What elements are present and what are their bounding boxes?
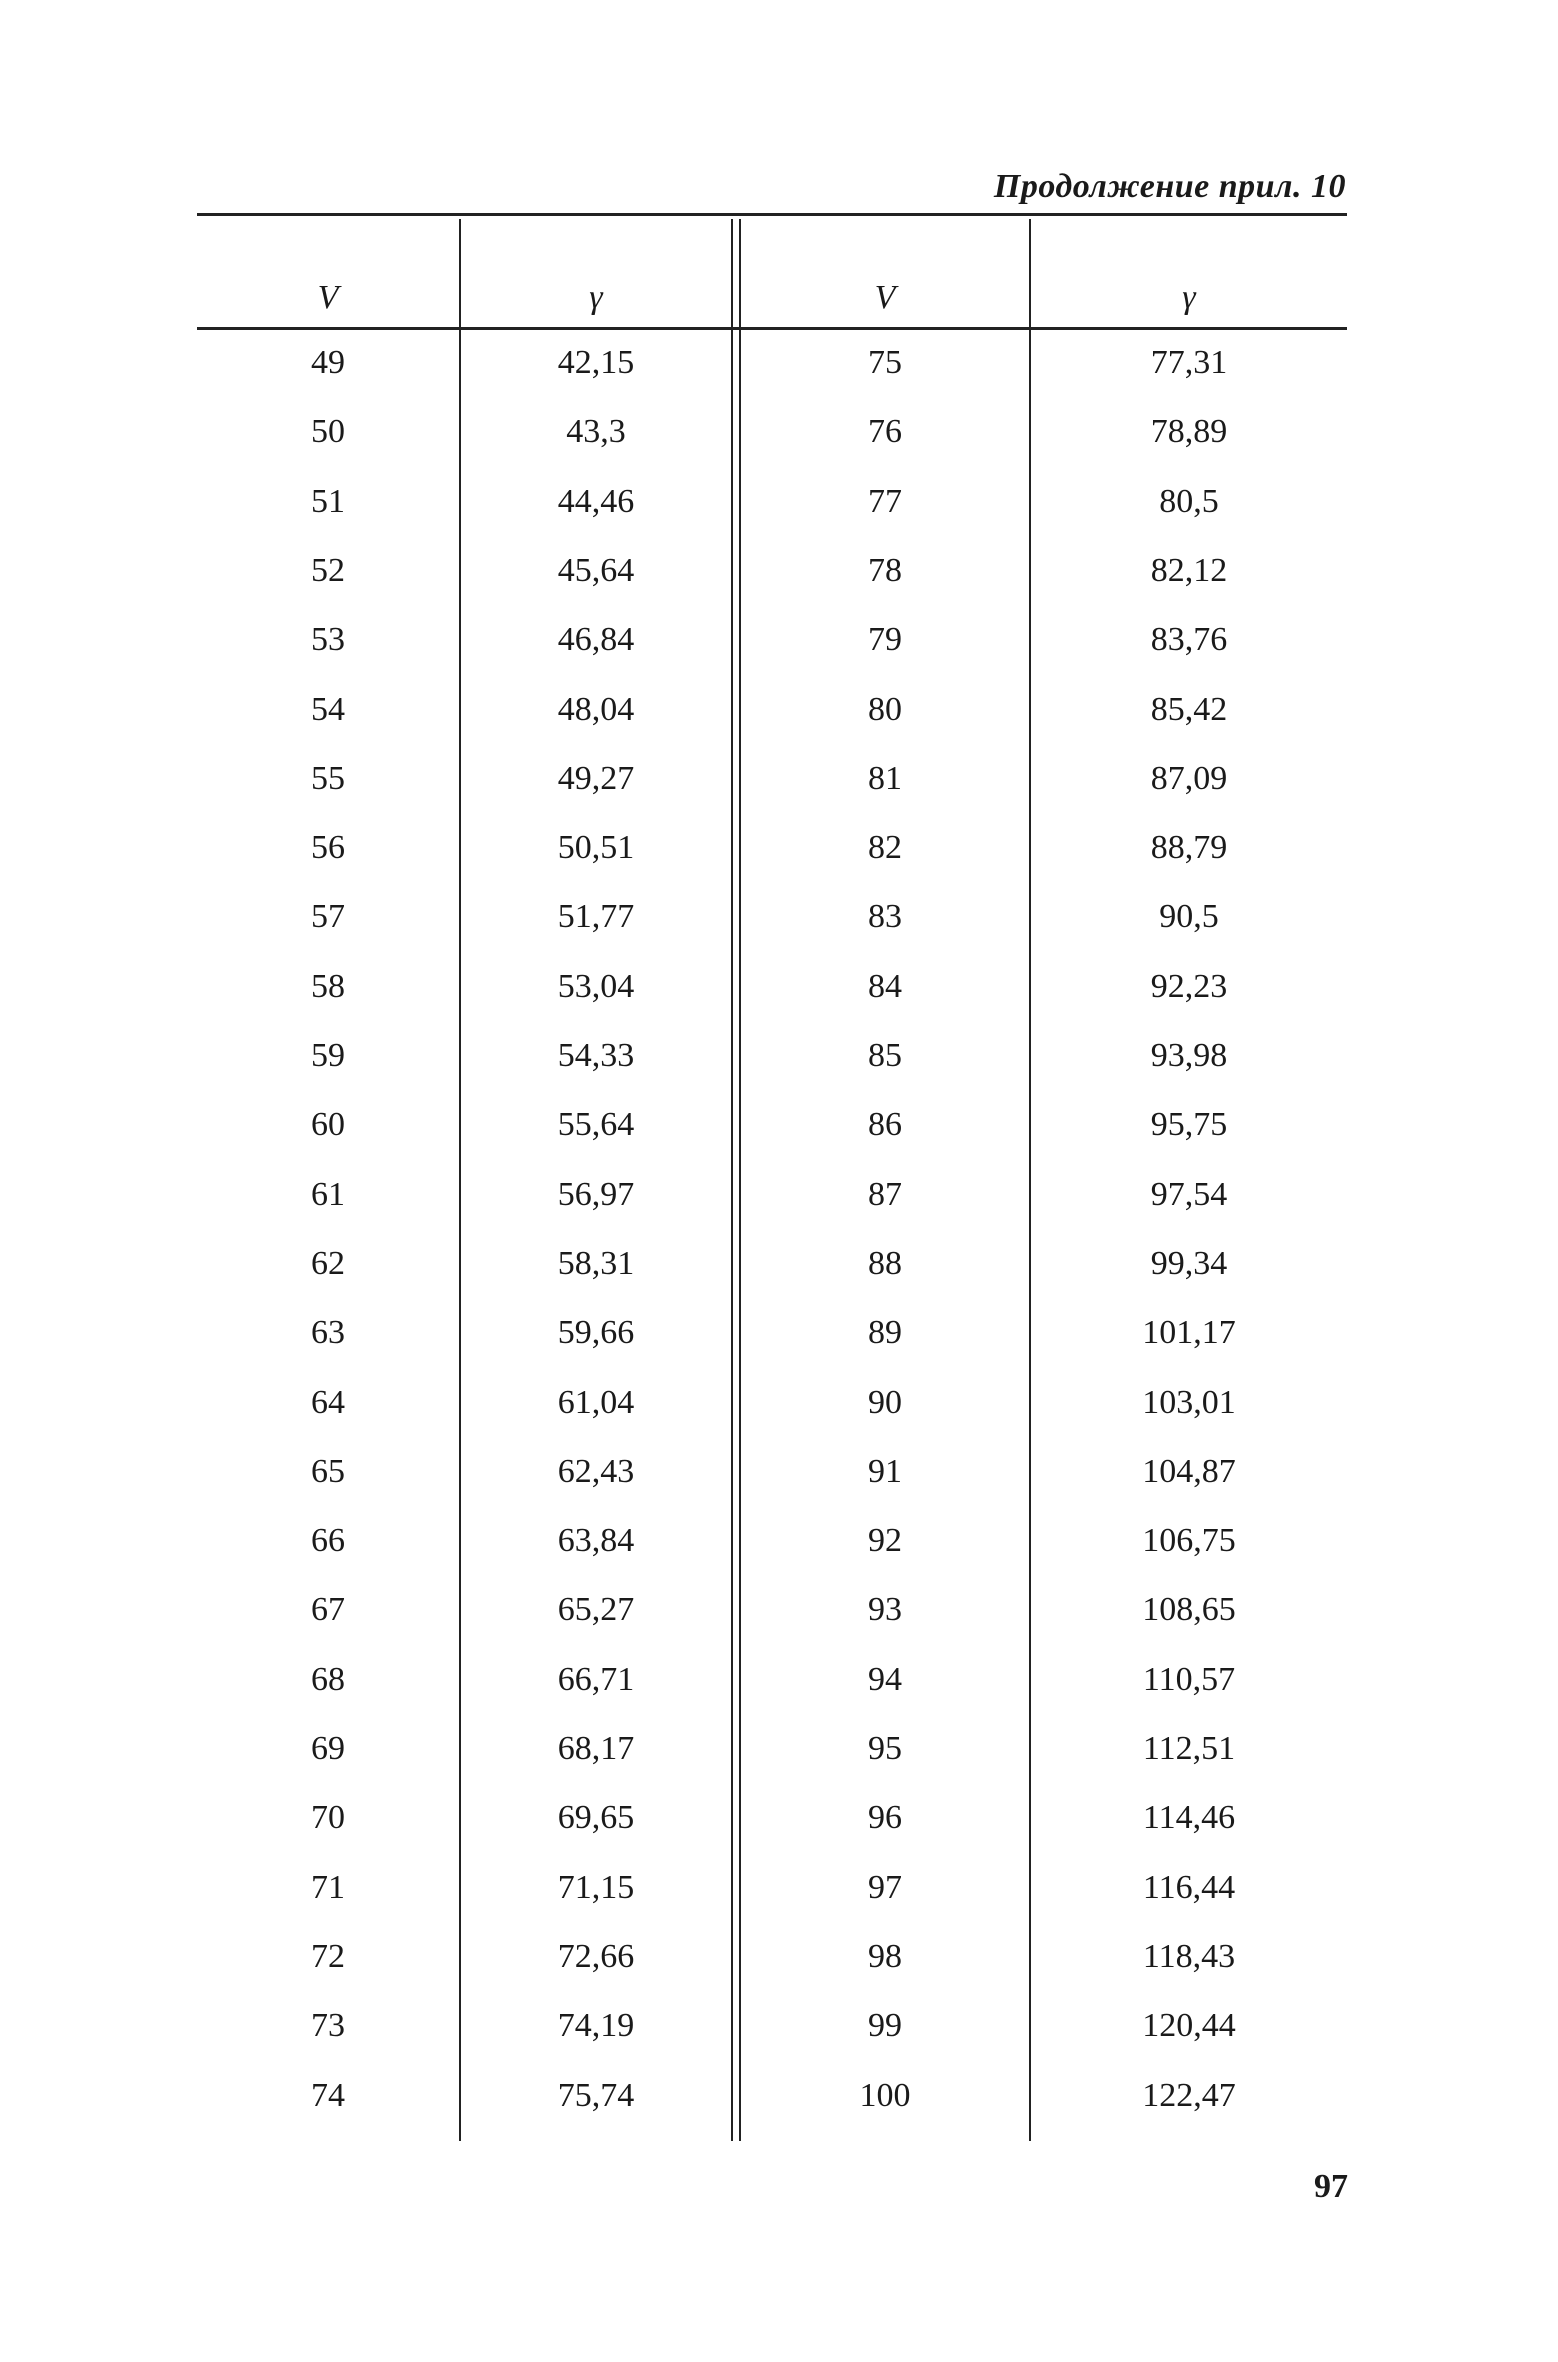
cell-gamma-left: 74,19: [557, 2007, 635, 2045]
cell-gamma-right: 103,01: [1142, 1383, 1236, 1421]
cell-gamma-right: 92,23: [1150, 967, 1228, 1005]
cell-gamma-right: 93,98: [1150, 1037, 1228, 1074]
cell-v-right: 100: [859, 2076, 911, 2114]
cell-gamma-left: 72,66: [557, 1937, 635, 1975]
cell-v-left: 55: [311, 759, 345, 797]
cell-v-left: 61: [311, 1175, 345, 1213]
cell-v-right: 89: [868, 1314, 902, 1352]
cell-gamma-left: 53,04: [557, 967, 635, 1005]
cell-v-left: 64: [311, 1383, 345, 1421]
cell-gamma-left: 46,84: [557, 621, 635, 659]
cell-v-left: 60: [311, 1106, 345, 1144]
cell-gamma-left: 68,17: [557, 1730, 635, 1767]
cell-v-right: 75: [868, 344, 902, 381]
cell-gamma-right: 80,5: [1159, 482, 1219, 520]
cell-gamma-right: 85,42: [1150, 690, 1228, 728]
cell-gamma-right: 116,44: [1142, 1868, 1236, 1906]
cell-gamma-left: 59,66: [557, 1314, 635, 1352]
cell-v-right: 79: [868, 621, 902, 659]
cell-v-right: 92: [868, 1522, 902, 1560]
page-number: 97: [1314, 2168, 1348, 2205]
cell-gamma-right: 78,89: [1150, 413, 1228, 451]
cell-v-left: 65: [311, 1452, 345, 1490]
cell-v-right: 76: [868, 413, 902, 451]
cell-v-left: 54: [311, 690, 345, 728]
cell-gamma-left: 66,71: [557, 1660, 635, 1698]
cell-v-left: 62: [311, 1244, 345, 1282]
data-table: [197, 213, 1347, 2141]
double-divider-left: [731, 219, 733, 2141]
cell-gamma-left: 42,15: [557, 344, 635, 381]
cell-v-right: 83: [868, 898, 902, 936]
cell-v-right: 98: [868, 1937, 902, 1975]
cell-v-right: 82: [868, 829, 902, 867]
cell-gamma-right: 90,5: [1159, 898, 1219, 936]
cell-gamma-left: 44,46: [557, 482, 635, 520]
table-caption: Продолжение прил. 10: [993, 168, 1346, 205]
cell-gamma-right: 83,76: [1150, 621, 1228, 659]
cell-v-left: 53: [311, 621, 345, 659]
cell-gamma-right: 114,46: [1142, 1799, 1236, 1837]
cell-v-right: 97: [868, 1868, 902, 1906]
cell-v-right: 77: [868, 482, 902, 520]
cell-gamma-right: 122,47: [1142, 2076, 1236, 2114]
cell-v-right: 93: [868, 1591, 902, 1629]
cell-gamma-left: 65,27: [557, 1591, 635, 1629]
cell-v-left: 50: [311, 413, 345, 451]
cell-v-right: 81: [868, 759, 902, 797]
cell-gamma-left: 50,51: [557, 829, 635, 867]
cell-gamma-left: 54,33: [557, 1037, 635, 1074]
cell-gamma-left: 61,04: [557, 1383, 635, 1421]
cell-v-right: 94: [868, 1660, 902, 1698]
cell-v-left: 72: [311, 1937, 345, 1975]
cell-v-right: 80: [868, 690, 902, 728]
cell-v-left: 57: [311, 898, 345, 936]
cell-gamma-right: 112,51: [1142, 1730, 1236, 1767]
cell-gamma-right: 106,75: [1142, 1522, 1236, 1560]
cell-v-left: 49: [311, 344, 345, 381]
cell-gamma-right: 110,57: [1142, 1660, 1236, 1698]
cell-gamma-left: 75,74: [557, 2076, 635, 2114]
cell-v-right: 87: [868, 1175, 902, 1213]
cell-v-left: 52: [311, 551, 345, 589]
cell-gamma-right: 88,79: [1150, 829, 1228, 867]
cell-gamma-right: 82,12: [1150, 551, 1228, 589]
cell-v-right: 99: [868, 2007, 902, 2045]
table-top-rule: [197, 213, 1347, 216]
cell-gamma-right: 118,43: [1142, 1937, 1236, 1975]
cell-gamma-left: 51,77: [557, 898, 635, 936]
cell-v-left: 58: [311, 967, 345, 1005]
cell-v-left: 56: [311, 829, 345, 867]
cell-gamma-right: 99,34: [1150, 1244, 1228, 1282]
cell-gamma-left: 62,43: [557, 1452, 635, 1490]
cell-v-left: 73: [311, 2007, 345, 2045]
cell-v-left: 66: [311, 1522, 345, 1560]
cell-gamma-right: 108,65: [1142, 1591, 1236, 1629]
cell-v-right: 86: [868, 1106, 902, 1144]
cell-v-left: 68: [311, 1660, 345, 1698]
cell-v-right: 85: [868, 1037, 902, 1074]
cell-gamma-left: 48,04: [557, 690, 635, 728]
cell-v-left: 70: [311, 1799, 345, 1837]
cell-v-right: 95: [868, 1730, 902, 1767]
cell-gamma-left: 69,65: [557, 1799, 635, 1837]
cell-gamma-right: 104,87: [1142, 1452, 1236, 1490]
cell-gamma-right: 87,09: [1150, 759, 1228, 797]
header-gamma-left: γ: [589, 279, 603, 316]
header-gamma-right: γ: [1182, 279, 1196, 316]
cell-v-right: 84: [868, 967, 902, 1005]
cell-v-right: 96: [868, 1799, 902, 1837]
cell-v-right: 90: [868, 1383, 902, 1421]
cell-gamma-right: 120,44: [1142, 2007, 1236, 2045]
cell-gamma-left: 45,64: [557, 551, 635, 589]
cell-v-left: 59: [311, 1037, 345, 1074]
cell-gamma-left: 49,27: [557, 759, 635, 797]
cell-v-left: 63: [311, 1314, 345, 1352]
cell-gamma-left: 56,97: [557, 1175, 635, 1213]
cell-gamma-left: 55,64: [557, 1106, 635, 1144]
cell-gamma-left: 63,84: [557, 1522, 635, 1560]
cell-gamma-right: 77,31: [1150, 344, 1228, 381]
cell-v-left: 67: [311, 1591, 345, 1629]
header-v-right: V: [874, 279, 896, 316]
cell-v-left: 74: [311, 2076, 345, 2114]
cell-gamma-left: 43,3: [566, 413, 626, 451]
cell-gamma-right: 95,75: [1150, 1106, 1228, 1144]
cell-v-right: 88: [868, 1244, 902, 1282]
cell-v-right: 91: [868, 1452, 902, 1490]
header-v-left: V: [317, 279, 339, 316]
cell-gamma-left: 58,31: [557, 1244, 635, 1282]
cell-v-left: 69: [311, 1730, 345, 1767]
cell-v-left: 71: [311, 1868, 345, 1906]
cell-v-left: 51: [311, 482, 345, 520]
cell-gamma-left: 71,15: [557, 1868, 635, 1906]
cell-v-right: 78: [868, 551, 902, 589]
cell-gamma-right: 97,54: [1150, 1175, 1228, 1213]
cell-gamma-right: 101,17: [1142, 1314, 1236, 1352]
